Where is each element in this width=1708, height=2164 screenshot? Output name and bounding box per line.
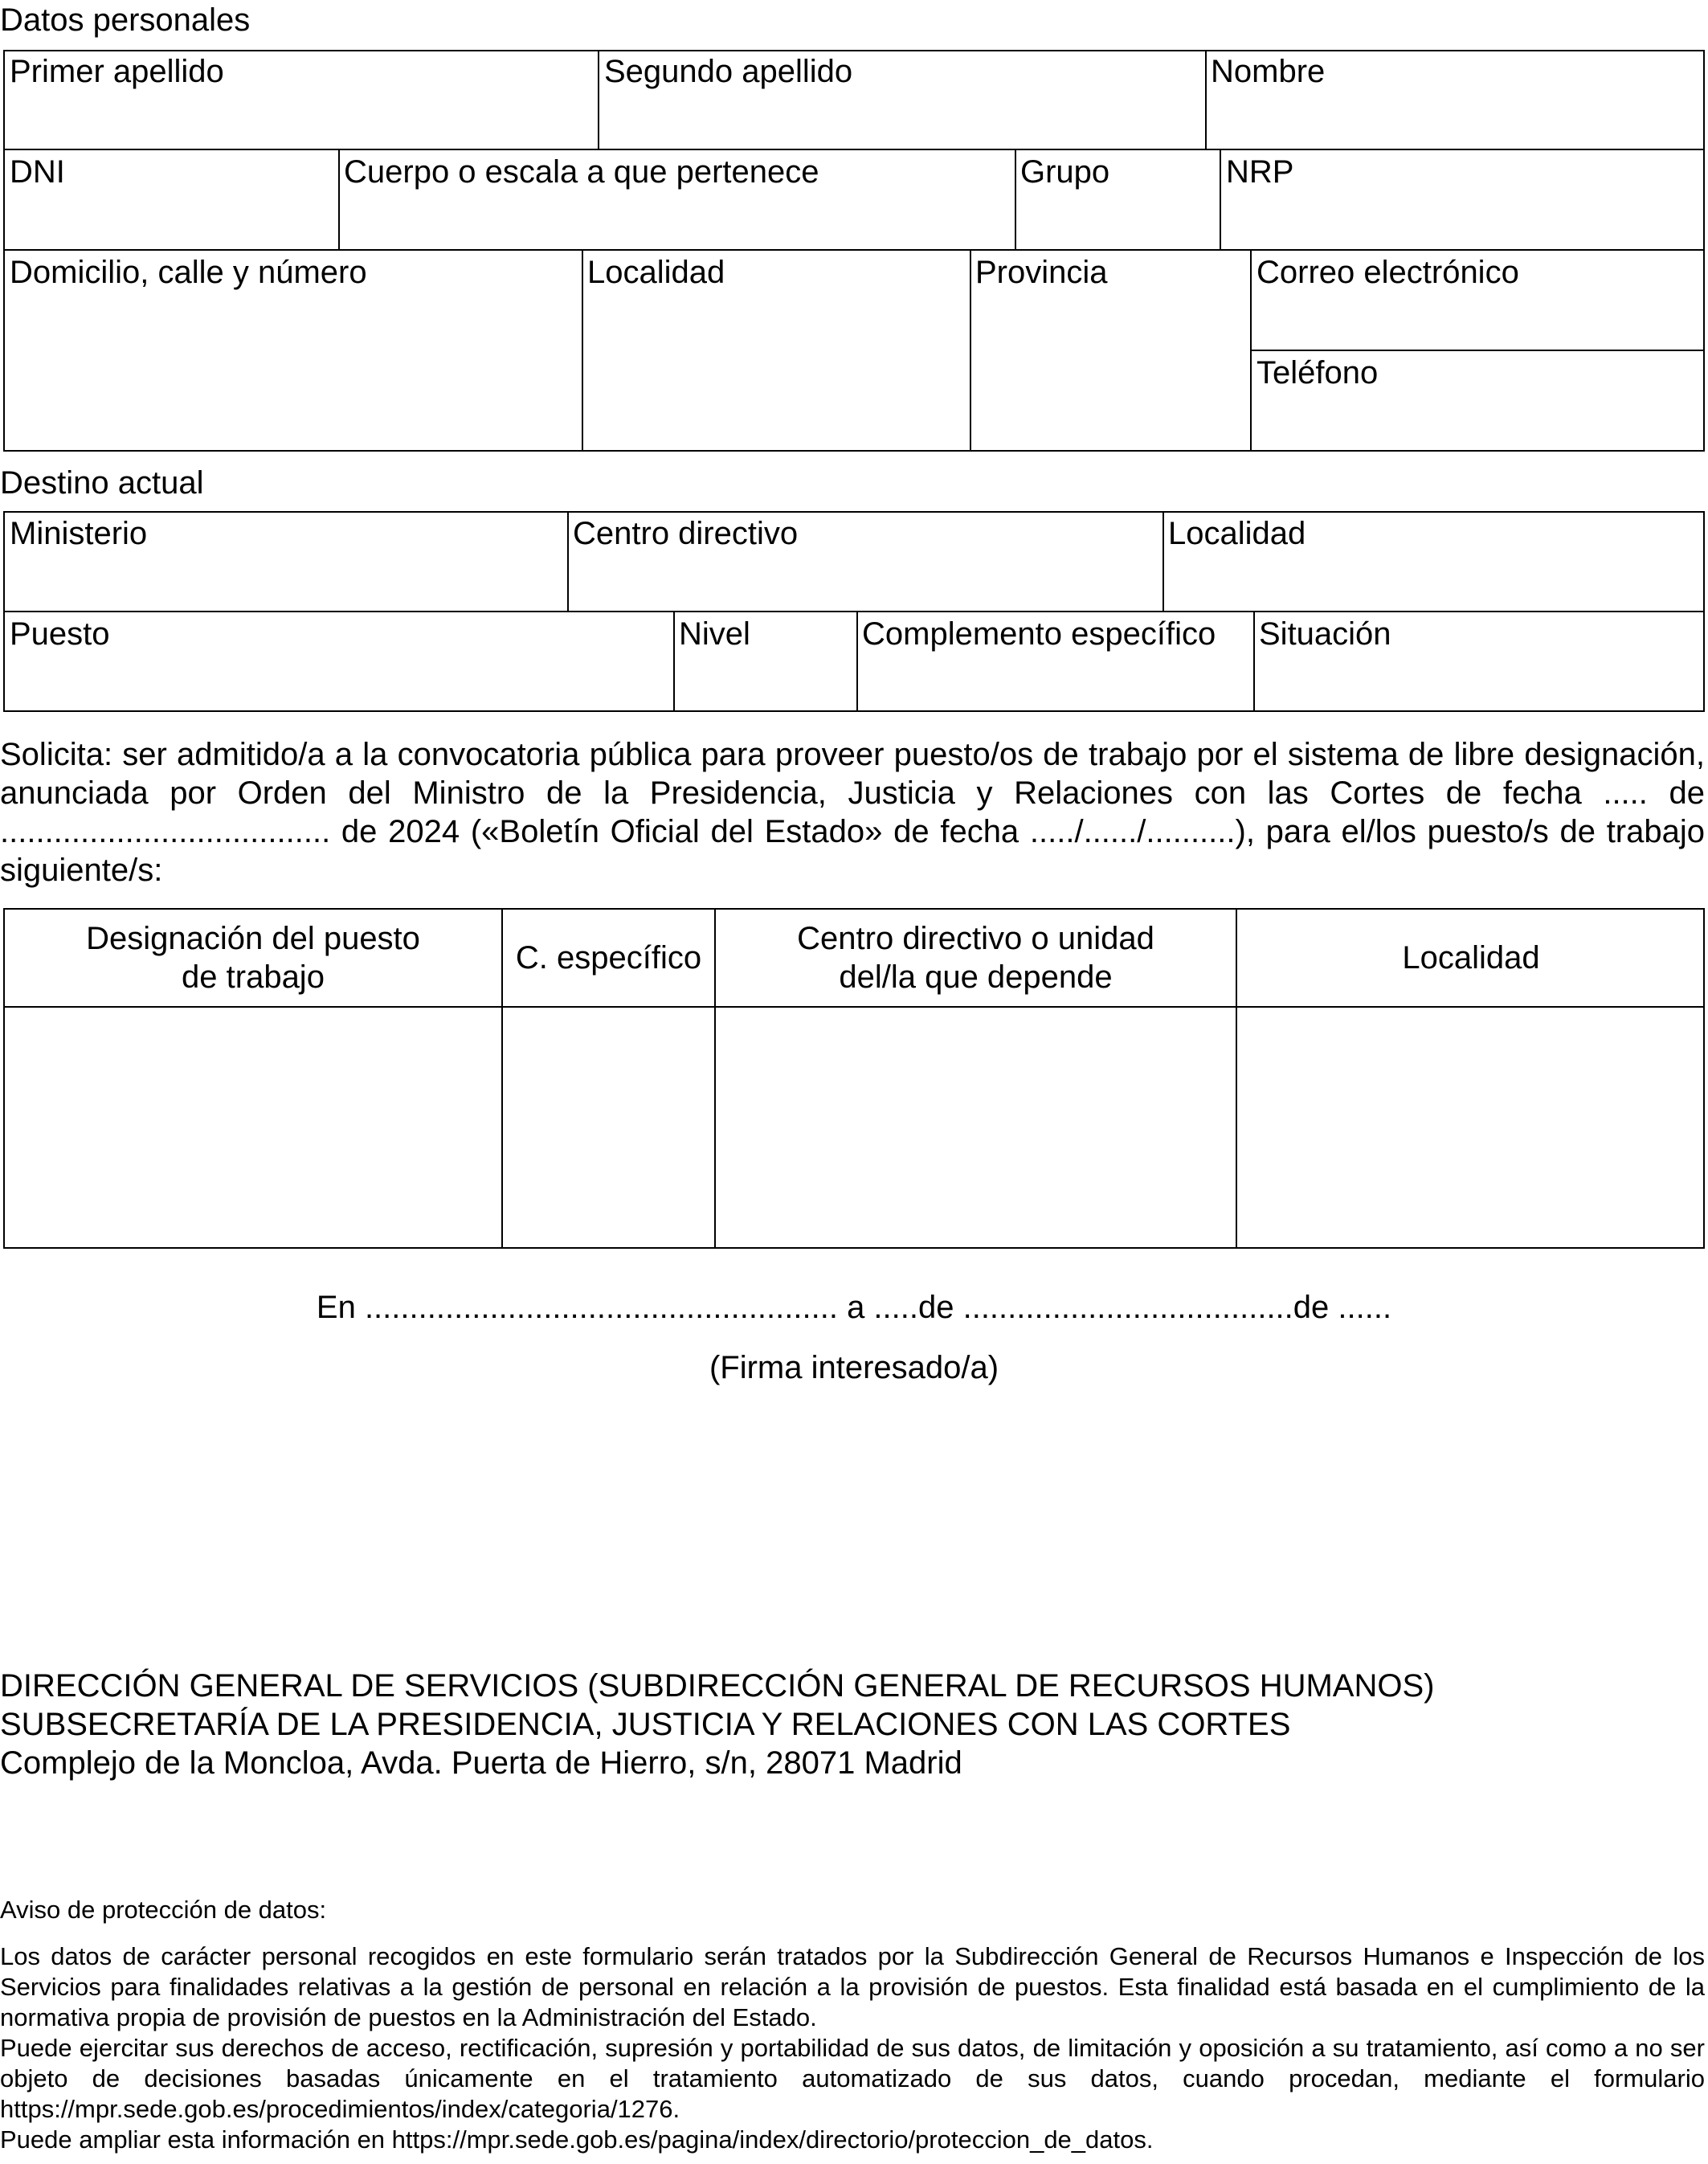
divider bbox=[856, 611, 858, 712]
privacy-paragraph-3: Puede ampliar esta información en https://mpr.sede.gob.es/pagina/index/directorio/proteccion_de_datos. bbox=[0, 2125, 1154, 2154]
divider bbox=[970, 249, 971, 452]
header-line: Localidad bbox=[1402, 940, 1540, 976]
table-cell-centro-directivo[interactable] bbox=[716, 1008, 1236, 1247]
table-header-c-especifico bbox=[503, 910, 714, 1006]
personal-form-border bbox=[3, 50, 1705, 452]
table-cell-localidad[interactable] bbox=[1237, 1008, 1705, 1247]
table-cell-c-especifico[interactable] bbox=[503, 1008, 714, 1247]
solicita-paragraph: Solicita: ser admitido/a a la convocatoria pública para proveer puesto/os de trabajo por el sistema de libre designación, anunciada por Orden del Ministro de la Presidencia, Justicia y Relaciones con las Cortes de fecha ..... de ..................................... de 2024 («Boletín Oficial del Estado» de fecha ...../....../..........), para el/los puesto/s de trabajo siguiente/s: bbox=[0, 737, 1705, 888]
signature-caption: (Firma interesado/a) bbox=[709, 1350, 999, 1385]
field-situacion[interactable]: Situación bbox=[1259, 616, 1391, 652]
field-domicilio[interactable]: Domicilio, calle y número bbox=[10, 255, 367, 290]
place-date-line[interactable]: En ..................................................... a .....de .....................................de ...... bbox=[316, 1290, 1392, 1325]
divider bbox=[1253, 611, 1255, 712]
field-ministerio[interactable]: Ministerio bbox=[10, 516, 148, 551]
section-title-destino: Destino actual bbox=[0, 465, 204, 501]
address-line-1: DIRECCIÓN GENERAL DE SERVICIOS (SUBDIRECCIÓN GENERAL DE RECURSOS HUMANOS) bbox=[0, 1668, 1435, 1704]
header-line: Centro directivo o unidad bbox=[797, 921, 1154, 956]
header-line: C. específico bbox=[515, 940, 702, 976]
field-correo-electronico[interactable]: Correo electrónico bbox=[1256, 255, 1519, 290]
header-line: Designación del puesto bbox=[86, 921, 420, 956]
field-nivel[interactable]: Nivel bbox=[679, 616, 750, 652]
field-nombre[interactable]: Nombre bbox=[1211, 54, 1326, 89]
privacy-paragraph-2: Puede ejercitar sus derechos de acceso, rectificación, supresión y portabilidad de sus datos, de limitación y oposición a su tratamiento, así como a no ser objeto de decisiones basadas únicamente en el tratamiento automatizado de sus datos, cuando procedan, mediante el formulario https://mpr.sede.gob.es/procedimientos/index/categoria/1276. bbox=[0, 2034, 1705, 2123]
divider bbox=[673, 611, 675, 712]
divider bbox=[3, 249, 1705, 251]
divider bbox=[1250, 249, 1252, 452]
field-puesto[interactable]: Puesto bbox=[10, 616, 110, 652]
field-nrp[interactable]: NRP bbox=[1226, 154, 1294, 190]
privacy-title: Aviso de protección de datos: bbox=[0, 1896, 327, 1924]
field-primer-apellido[interactable]: Primer apellido bbox=[10, 54, 224, 89]
table-header-localidad bbox=[1237, 910, 1705, 1006]
header-line: de trabajo bbox=[182, 959, 325, 995]
divider bbox=[1163, 511, 1164, 612]
table-header-centro-directivo bbox=[716, 910, 1236, 1006]
divider bbox=[582, 249, 583, 452]
field-provincia[interactable]: Provincia bbox=[975, 255, 1108, 290]
divider bbox=[1205, 50, 1207, 149]
field-localidad[interactable]: Localidad bbox=[587, 255, 725, 290]
field-telefono[interactable]: Teléfono bbox=[1256, 355, 1379, 391]
privacy-paragraph-1: Los datos de carácter personal recogidos en este formulario serán tratados por la Subdirección General de Recursos Humanos e Inspección de los Servicios para finalidades relativas a la gestión de personal en relación a la provisión de puestos. Esta finalidad está basada en el cumplimiento de la normativa propia de provisión de puestos en la Administración del Estado. bbox=[0, 1942, 1705, 2031]
field-destino-localidad[interactable]: Localidad bbox=[1168, 516, 1306, 551]
divider bbox=[1220, 149, 1221, 250]
field-cuerpo-escala[interactable]: Cuerpo o escala a que pertenece bbox=[344, 154, 819, 190]
field-segundo-apellido[interactable]: Segundo apellido bbox=[604, 54, 853, 89]
field-centro-directivo[interactable]: Centro directivo bbox=[573, 516, 799, 551]
address-line-3: Complejo de la Moncloa, Avda. Puerta de Hierro, s/n, 28071 Madrid bbox=[0, 1745, 962, 1781]
section-title-personal: Datos personales bbox=[0, 2, 251, 38]
divider bbox=[598, 50, 599, 149]
divider bbox=[3, 149, 1705, 150]
divider bbox=[3, 611, 1705, 612]
table-cell-designacion[interactable] bbox=[5, 1008, 501, 1247]
table-header-designacion bbox=[5, 910, 501, 1006]
divider bbox=[567, 511, 569, 612]
header-line: del/la que depende bbox=[839, 959, 1113, 995]
field-dni[interactable]: DNI bbox=[10, 154, 65, 190]
field-complemento-especifico[interactable]: Complemento específico bbox=[862, 616, 1216, 652]
divider bbox=[338, 149, 340, 250]
address-line-2: SUBSECRETARÍA DE LA PRESIDENCIA, JUSTICIA Y RELACIONES CON LAS CORTES bbox=[0, 1707, 1291, 1742]
divider bbox=[1250, 350, 1705, 351]
divider bbox=[1015, 149, 1016, 250]
field-grupo[interactable]: Grupo bbox=[1020, 154, 1110, 190]
